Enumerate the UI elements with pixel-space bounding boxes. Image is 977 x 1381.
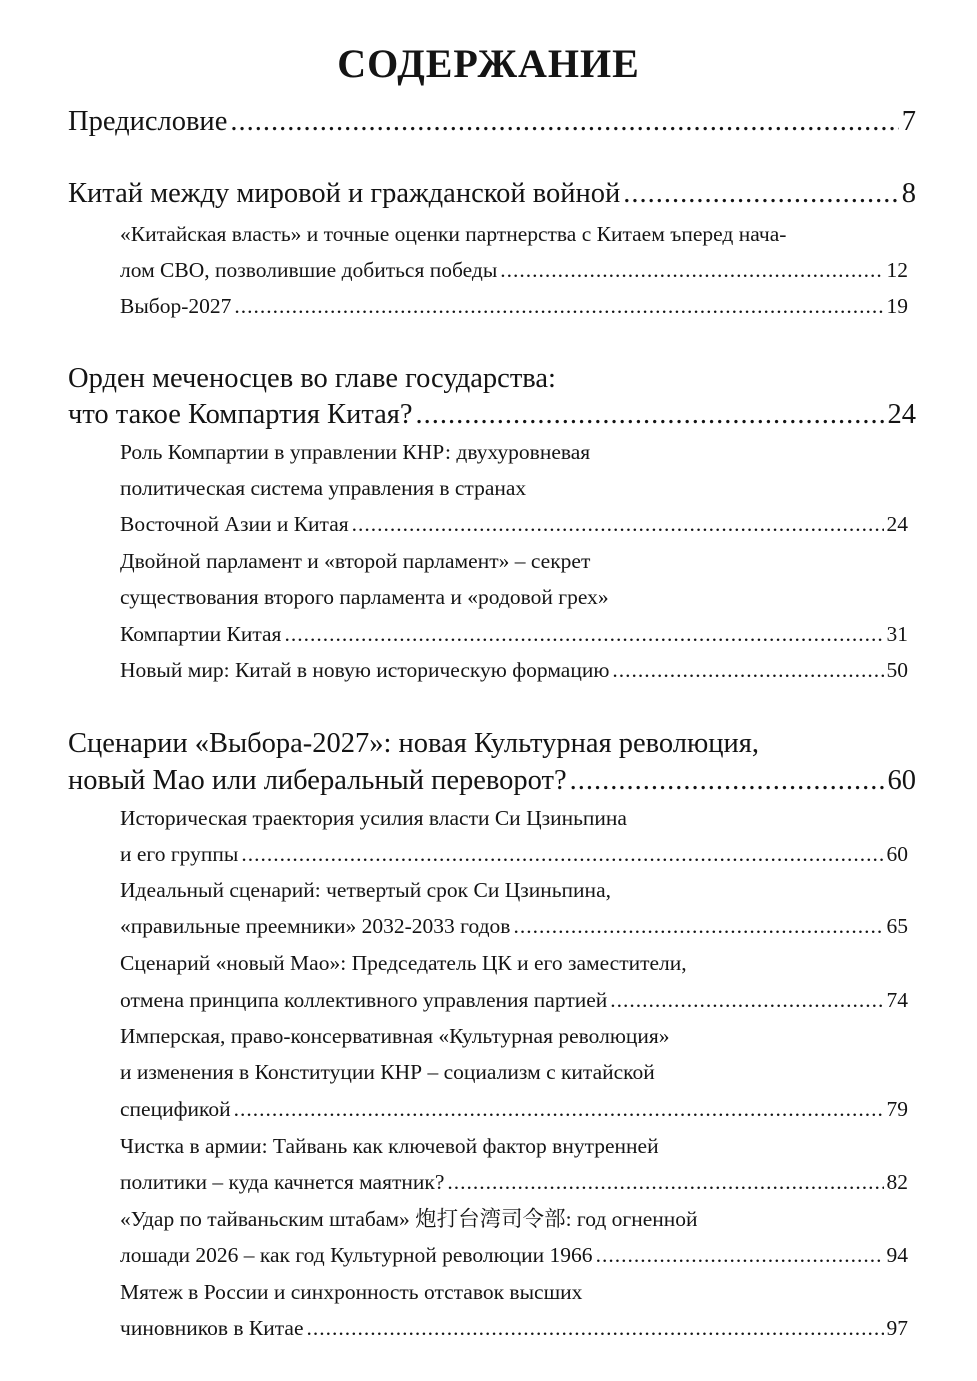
toc-page-number: 7 <box>901 106 916 137</box>
toc-entry-text: Сценарии «Выбора-2027»: новая Культурная революция, <box>68 728 759 759</box>
toc-entry-text: Историческая траектория усилия власти Си Цзиньпина <box>120 806 627 830</box>
toc-entry-text: Имперская, право-консервативная «Культурная революция» <box>120 1024 670 1048</box>
toc-page-number: 60 <box>887 765 916 796</box>
dot-leader <box>612 654 883 686</box>
toc-page-number: 19 <box>886 294 908 318</box>
dot-leader <box>284 618 883 650</box>
toc-subentry-3-7[interactable] <box>120 1312 908 1344</box>
toc-subentry-2-1[interactable] <box>120 508 908 540</box>
toc-entry-text: «Удар по тайваньским штабам» 炮打台湾司令部: год огненной <box>120 1207 698 1231</box>
page-title: СОДЕРЖАНИЕ <box>337 41 640 86</box>
toc-subentry-3-4-line-2[interactable] <box>120 1056 908 1088</box>
toc-entry-text: Идеальный сценарий: четвертый срок Си Цзиньпина, <box>120 878 611 902</box>
toc-entry-text: существования второго парламента и «родовой грех» <box>120 585 609 609</box>
toc-subentry-1-1[interactable] <box>120 254 908 286</box>
dot-leader <box>234 1093 884 1125</box>
toc-entry-chapter-2-line-1[interactable] <box>68 360 916 398</box>
toc-subentry-2-2-line-2[interactable] <box>120 581 908 613</box>
toc-entry-text: Китай между мировой и гражданской войной <box>68 178 621 209</box>
toc-subentry-3-4[interactable] <box>120 1093 908 1125</box>
toc-subentry-3-4-line-1[interactable] <box>120 1020 908 1052</box>
dot-leader <box>352 508 884 540</box>
toc-subentry-3-1-line-1[interactable] <box>120 802 908 834</box>
dot-leader <box>241 838 883 870</box>
toc-entry-text: лом СВО, позволившие добиться победы <box>120 258 498 282</box>
toc-entry-preface[interactable] <box>68 103 916 141</box>
dot-leader <box>447 1166 883 1198</box>
toc-entry-text: «правильные преемники» 2032-2033 годов <box>120 914 511 938</box>
toc-entry-chapter-3[interactable] <box>68 762 916 800</box>
toc-subentry-2-1-line-2[interactable] <box>120 472 908 504</box>
toc-entry-chapter-2[interactable] <box>68 396 916 434</box>
toc-page-number: 94 <box>886 1243 908 1267</box>
toc-page-number: 60 <box>886 842 908 866</box>
dot-leader <box>230 103 898 141</box>
toc-subentry-2-2-line-1[interactable] <box>120 545 908 577</box>
toc-entry-text: политики – куда качнется маятник? <box>120 1170 445 1194</box>
toc-subentry-3-3-line-1[interactable] <box>120 947 908 979</box>
toc-subentry-3-2-line-1[interactable] <box>120 874 908 906</box>
toc-entry-text: Чистка в армии: Тайвань как ключевой фактор внутренней <box>120 1134 659 1158</box>
toc-entry-text: Двойной парламент и «второй парламент» – секрет <box>120 549 591 573</box>
toc-entry-text: новый Мао или либеральный переворот? <box>68 765 567 796</box>
toc-subentry-3-6[interactable] <box>120 1239 908 1271</box>
dot-leader <box>596 1239 884 1271</box>
toc-page-number: 97 <box>886 1316 908 1340</box>
toc-entry-text: что такое Компартия Китая? <box>68 399 413 430</box>
toc-entry-text: спецификой <box>120 1097 231 1121</box>
toc-page-number: 50 <box>886 658 908 682</box>
toc-entry-text: Выбор-2027 <box>120 294 232 318</box>
toc-entry-text: лошади 2026 – как год Культурной революции 1966 <box>120 1243 593 1267</box>
toc-subentry-1-2[interactable] <box>120 290 908 322</box>
toc-subentry-3-7-line-1[interactable] <box>120 1276 908 1308</box>
toc-subentry-2-2[interactable] <box>120 618 908 650</box>
dot-leader <box>416 396 885 434</box>
toc-page-number: 79 <box>886 1097 908 1121</box>
toc-subentry-3-2[interactable] <box>120 910 908 942</box>
dot-leader <box>234 290 883 322</box>
toc-entry-text: Мятеж в России и синхронность отставок высших <box>120 1280 583 1304</box>
toc-subentry-1-1-line-1[interactable] <box>120 218 908 250</box>
toc-subentry-3-5[interactable] <box>120 1166 908 1198</box>
toc-page-number: 82 <box>886 1170 908 1194</box>
dot-leader <box>307 1312 884 1344</box>
toc-subentry-3-6-line-1[interactable] <box>120 1203 908 1235</box>
toc-entry-text: политическая система управления в странах <box>120 476 527 500</box>
toc-entry-text: и изменения в Конституции КНР – социализм с китайской <box>120 1060 655 1084</box>
toc-subentry-2-3[interactable] <box>120 654 908 686</box>
dot-leader <box>570 762 885 800</box>
toc-page-number: 65 <box>886 914 908 938</box>
toc-entry-text: отмена принципа коллективного управления партией <box>120 988 608 1012</box>
toc-page-number: 24 <box>886 512 908 536</box>
toc-page-number: 12 <box>886 258 908 282</box>
dot-leader <box>610 984 883 1016</box>
toc-entry-text: Сценарий «новый Мао»: Председатель ЦК и его заместители, <box>120 951 687 975</box>
toc-page-number: 74 <box>886 988 908 1012</box>
toc-page-number: 31 <box>886 622 908 646</box>
toc-subentry-3-1[interactable] <box>120 838 908 870</box>
toc-entry-text: Компартии Китая <box>120 622 282 646</box>
dot-leader <box>500 254 883 286</box>
toc-page-number: 8 <box>901 178 916 209</box>
toc-subentry-3-5-line-1[interactable] <box>120 1130 908 1162</box>
toc-entry-text: Новый мир: Китай в новую историческую формацию <box>120 658 610 682</box>
toc-subentry-2-1-line-1[interactable] <box>120 436 908 468</box>
toc-entry-text: чиновников в Китае <box>120 1316 304 1340</box>
toc-entry-chapter-3-line-1[interactable] <box>68 725 916 763</box>
dot-leader <box>513 910 883 942</box>
toc-entry-text: Восточной Азии и Китая <box>120 512 349 536</box>
toc-page-number: 24 <box>887 399 916 430</box>
toc-entry-text: Предисловие <box>68 106 228 137</box>
toc-entry-chapter-1[interactable] <box>68 175 916 213</box>
toc-entry-text: Роль Компартии в управлении КНР: двухуровневая <box>120 440 591 464</box>
dot-leader <box>623 175 898 213</box>
toc-subentry-3-3[interactable] <box>120 984 908 1016</box>
toc-entry-text: «Китайская власть» и точные оценки партнерства с Китаем ъперед нача- <box>120 222 787 246</box>
toc-entry-text: Орден меченосцев во главе государства: <box>68 363 556 394</box>
toc-entry-text: и его группы <box>120 842 239 866</box>
